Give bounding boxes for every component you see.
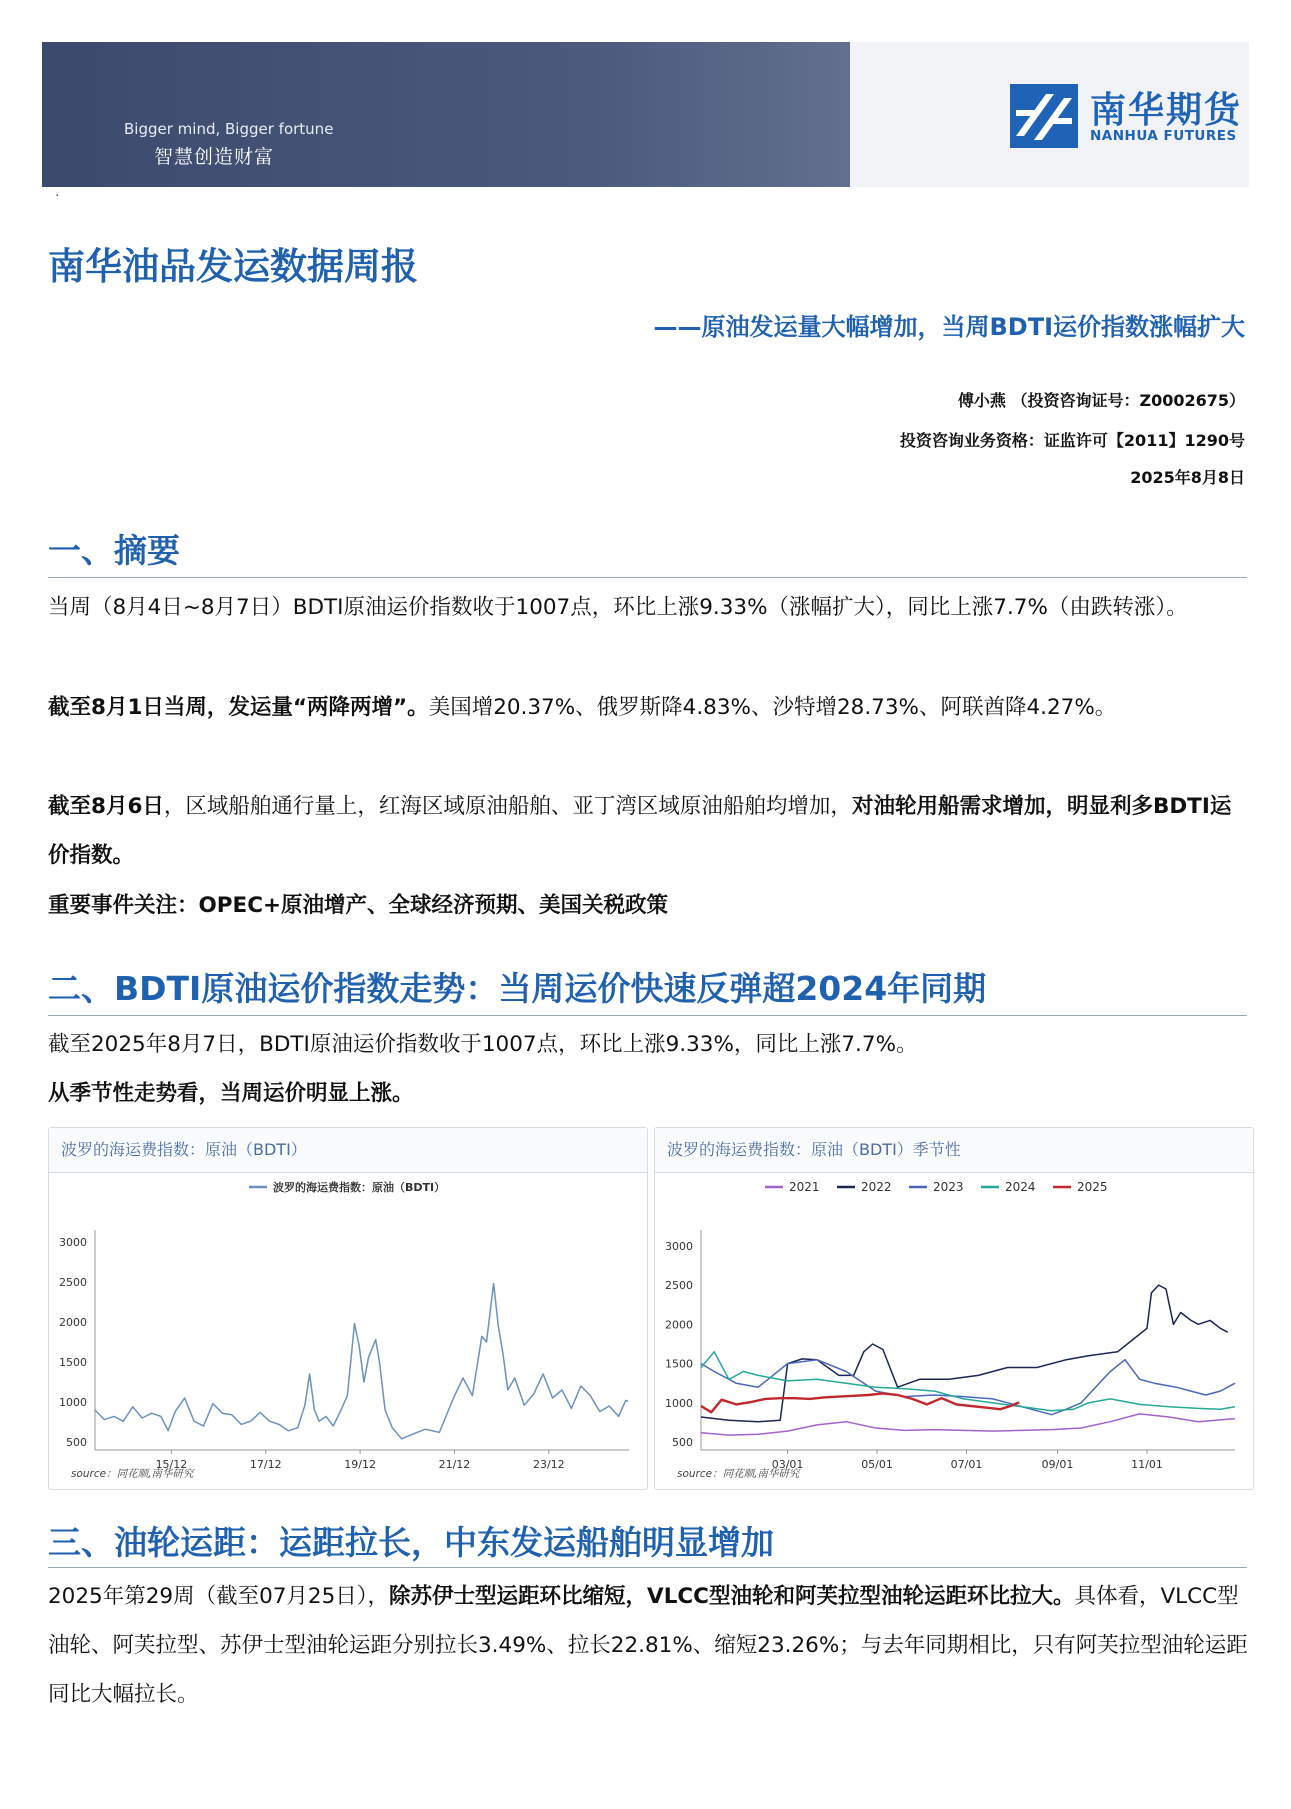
- tanker-week-label: 2025年第29周（截至07月25日），: [48, 1584, 390, 1609]
- legend-label: 2021: [789, 1180, 820, 1194]
- shipping-volume-lead: 截至8月1日当周，发运量“两降两增”。: [48, 695, 429, 720]
- section-1-title: 一、摘要: [48, 531, 180, 570]
- y-tick-label: 1000: [665, 1396, 693, 1410]
- series-line-BDTI: [95, 1284, 628, 1439]
- y-tick-label: 3000: [665, 1239, 693, 1253]
- tanker-distance-detail: 具体看，VLCC型油轮、阿芙拉型、苏伊士型油轮运距分别拉长3.49%、拉长22.81%、缩短23.26%；与去年同期相比，只有阿芙拉型油轮运距同比大幅拉长。: [48, 1584, 1248, 1707]
- key-events: 重要事件关注：OPEC+原油增产、全球经济预期、美国关税政策: [48, 893, 669, 918]
- report-title: 南华油品发运数据周报: [48, 245, 418, 288]
- series-line-2024: [701, 1352, 1235, 1411]
- slogan-english: Bigger mind, Bigger fortune: [124, 120, 334, 138]
- legend-label: 2025: [1077, 1180, 1108, 1194]
- series-line-2022: [701, 1285, 1228, 1422]
- section-3-paragraph: [48, 1572, 1250, 1719]
- section-1-paragraph-1: 当周（8月4日~8月7日）BDTI原油运价指数收于1007点，环比上涨9.33%（涨幅扩大），同比上涨7.7%（由跌转涨）。: [48, 595, 1188, 620]
- logo-english-name: NANHUA FUTURES: [1090, 128, 1237, 144]
- x-tick-label: 17/12: [249, 1458, 282, 1471]
- bdti-seasonal-chart-panel: [654, 1127, 1254, 1490]
- x-tick-label: 09/01: [1041, 1458, 1074, 1471]
- y-tick-label: 500: [672, 1436, 693, 1450]
- x-tick-label: 05/01: [861, 1458, 893, 1471]
- x-tick-label: 19/12: [344, 1458, 376, 1471]
- series-line-2025: [701, 1393, 1019, 1412]
- y-tick-label: 2500: [59, 1276, 87, 1289]
- y-tick-label: 1000: [59, 1396, 87, 1409]
- x-tick-label: 11/01: [1131, 1458, 1163, 1471]
- vessel-traffic-date: 截至8月6日: [48, 794, 164, 819]
- section-2-paragraph-2: 从季节性走势看，当周运价明显上涨。: [48, 1081, 414, 1106]
- legend-label: 2024: [1005, 1180, 1036, 1194]
- chart-source-note: source：同花顺,南华研究: [677, 1468, 800, 1480]
- legend-label: 波罗的海运费指数：原油（BDTI）: [273, 1181, 446, 1194]
- bdti-seasonal-chart-header: 波罗的海运费指数：原油（BDTI）季节性: [655, 1128, 1253, 1173]
- legend-label: 2023: [933, 1180, 964, 1194]
- tanker-distance-summary: 除苏伊士型运距环比缩短，VLCC型油轮和阿芙拉型油轮运距环比拉大。: [389, 1584, 1075, 1609]
- x-tick-label: 15/12: [155, 1458, 188, 1471]
- bdti-line-chart: [49, 1172, 647, 1489]
- section-1-paragraph-2: [48, 683, 1250, 732]
- y-tick-label: 3000: [59, 1236, 87, 1249]
- nanhua-logo-icon: [1010, 84, 1078, 148]
- shipping-volume-detail: 美国增20.37%、俄罗斯降4.83%、沙特增28.73%、阿联酋降4.27%。: [428, 695, 1117, 720]
- report-subtitle: ——原油发运量大幅增加，当周BDTI运价指数涨幅扩大: [653, 313, 1245, 341]
- vessel-traffic-detail: ，区域船舶通行量上，红海区域原油船舶、亚丁湾区域原油船舶均增加，: [163, 794, 852, 819]
- header-banner: [42, 42, 1249, 187]
- y-tick-label: 1500: [59, 1356, 87, 1369]
- author-line: 傅小燕 （投资咨询证号：Z0002675）: [957, 391, 1245, 410]
- company-logo: [1010, 80, 1243, 152]
- x-tick-label: 07/01: [950, 1458, 983, 1471]
- section-1-paragraph-3: [48, 782, 1250, 880]
- bdti-seasonal-line-chart: [655, 1172, 1253, 1489]
- bdti-chart-header: 波罗的海运费指数：原油（BDTI）: [49, 1128, 647, 1173]
- y-tick-label: 2000: [59, 1316, 87, 1329]
- page-marker: ·: [55, 188, 60, 204]
- section-2-paragraph-1: 截至2025年8月7日，BDTI原油运价指数收于1007点，环比上涨9.33%，同比上涨7.7%。: [48, 1032, 918, 1057]
- vessel-traffic-conclusion: 对油轮用船需求增加，明显利多BDTI运价指数。: [48, 794, 1232, 868]
- report-date: 2025年8月8日: [1130, 468, 1245, 487]
- y-tick-label: 1500: [665, 1357, 693, 1371]
- section-2-title: 二、BDTI原油运价指数走势：当周运价快速反弹超2024年同期: [48, 969, 987, 1008]
- y-tick-label: 2000: [665, 1318, 693, 1332]
- section-3-title: 三、油轮运距：运距拉长，中东发运船舶明显增加: [48, 1523, 774, 1562]
- bdti-chart-panel: [48, 1127, 648, 1490]
- license-line: 投资咨询业务资格：证监许可【2011】1290号: [899, 431, 1245, 450]
- chart-source-note: source：同花顺,南华研究: [71, 1468, 194, 1480]
- slogan-chinese: 智慧创造财富: [154, 146, 275, 168]
- section-1-rule: [48, 577, 1247, 578]
- legend-label: 2022: [861, 1180, 892, 1194]
- y-tick-label: 500: [66, 1436, 87, 1449]
- x-tick-label: 03/01: [771, 1458, 804, 1471]
- section-3-rule: [48, 1567, 1247, 1568]
- logo-chinese-name: 南华期货: [1090, 90, 1243, 131]
- x-tick-label: 21/12: [438, 1458, 471, 1471]
- y-tick-label: 2500: [665, 1279, 693, 1293]
- section-2-rule: [48, 1015, 1247, 1016]
- x-tick-label: 23/12: [532, 1458, 565, 1471]
